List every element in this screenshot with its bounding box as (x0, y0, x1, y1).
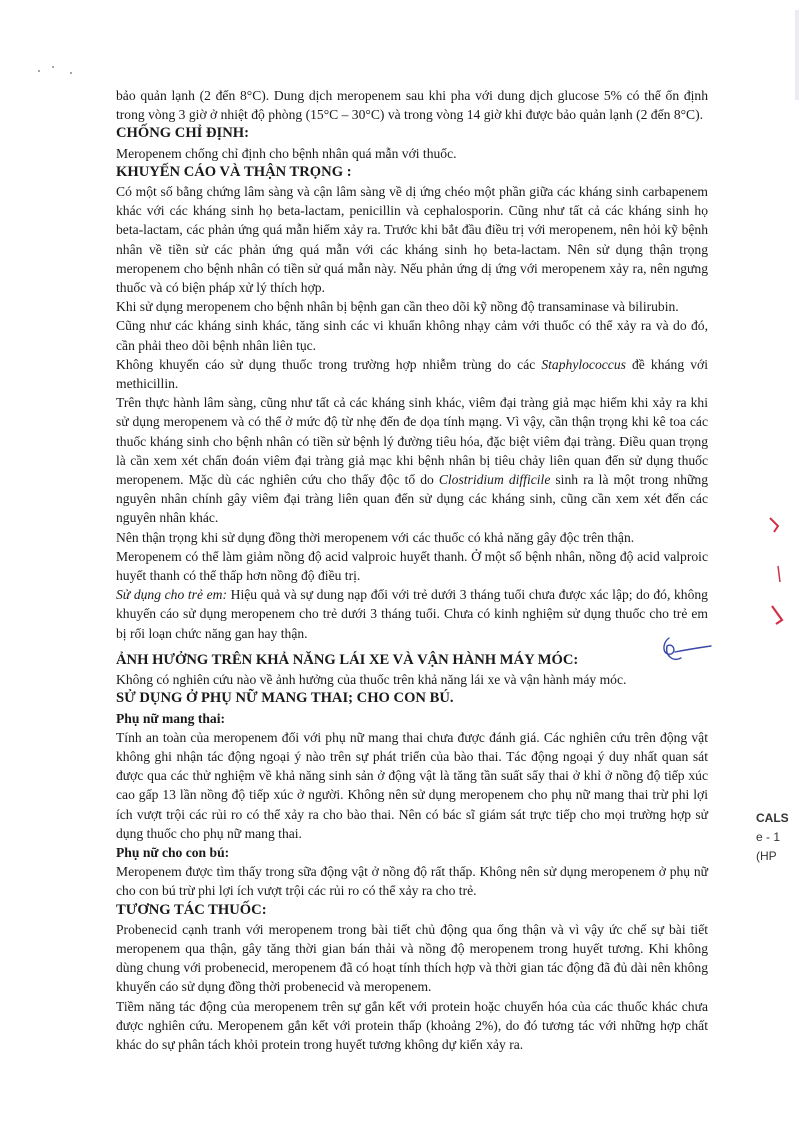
warnings-paragraph-2: Khi sử dụng meropenem cho bệnh nhân bị bệnh gan cần theo dõi kỹ nồng độ transaminase và bilirubin. (116, 299, 679, 315)
driving-heading: ẢNH HƯỞNG TRÊN KHẢ NĂNG LÁI XE VÀ VẬN HÀNH MÁY MÓC: (116, 651, 579, 668)
interactions-paragraph-2: Tiềm năng tác động của meropenem trên sự gắn kết với protein hoặc chuyển hóa của các thuốc khác chưa được nghiên cứu. Meropenem gắn kết với protein thấp (khoảng 2%), do đó tương tác với những hợp chất khác do sự phân tách khỏi protein trong huyết tương không dự kiến xảy ra. (116, 998, 708, 1052)
warnings-paragraph-7: Meropenem có thể làm giảm nồng độ acid valproic huyết thanh. Ở một số bệnh nhân, nồng độ acid valproic huyết thanh có thể thấp hơn nồng độ điều trị. (116, 548, 708, 584)
scan-edge-stripe (795, 10, 799, 100)
warnings-paragraph-6: Nên thận trọng khi sử dụng đồng thời meropenem với các thuốc có khả năng gây độc trên thận. (116, 529, 635, 545)
nursing-text: Meropenem được tìm thấy trong sữa động vật ở nồng độ rất thấp. Không nên sử dụng meropenem ở phụ nữ cho con bú trừ phi lợi ích vượt trội các rủi ro có thể xảy ra cho trẻ. (116, 864, 708, 899)
warnings-paragraph-8: Sử dụng cho trẻ em: Hiệu quả và sự dung nạp đối với trẻ dưới 3 tháng tuổi chưa được xác lập; do đó, không khuyến cáo sử dụng meropenem cho trẻ dưới 3 tháng tuổi. Chưa có kinh nghiệm sử dụng thuốc cho trẻ em bị rối loạn chức năng gan hay thận. (116, 587, 708, 641)
interactions-paragraph-1: Probenecid cạnh tranh với meropenem trong bài tiết chủ động qua ống thận và vì vậy ức chế sự bài tiết meropenem qua thận, gây tăng thời gian bán thải và nồng độ meropenem trong huyết tương. Khi không dùng chung với probenecid, meropenem đã có hoạt tính thích hợp và thời gian tác động đã đủ dài nên không khuyến cáo sử dụng đồng thời probenecid và meropenem. (116, 921, 708, 995)
warnings-heading: KHUYẾN CÁO VÀ THẬN TRỌNG : (116, 163, 352, 180)
margin-fragment-3: (HP (756, 849, 777, 863)
pregnant-subheading: Phụ nữ mang thai: (116, 710, 226, 726)
warnings-paragraph-1: Có một số bằng chứng lâm sàng và cận lâm sàng về dị ứng chéo một phần giữa các kháng sinh carbapenem khác với các kháng sinh họ beta-lactam, penicillin và cephalosporin. Cũng như tất cả các kháng sinh họ beta-lactam, các phản ứng quá mẫn hiếm xảy ra. Trước khi bắt đầu điều trị với meropenem, nên hỏi kỹ bệnh nhân về tiền sử các phản ứng quá mẫn với các kháng sinh họ beta-lactam. Nên sử dụng thận trọng meropenem cho bệnh nhân có tiền sử quá mẫn này. Nếu phản ứng dị ứng với meropenem xảy ra, nên ngưng thuốc và có biện pháp xử lý thích hợp. (116, 184, 708, 296)
contraindication-text: Meropenem chống chỉ định cho bệnh nhân quá mẫn với thuốc. (116, 145, 457, 161)
pregnancy-heading: SỬ DỤNG Ở PHỤ NỮ MANG THAI; CHO CON BÚ. (116, 690, 454, 707)
handwritten-signature (655, 634, 715, 668)
nursing-subheading: Phụ nữ cho con bú: (116, 844, 230, 860)
contraindication-heading: CHỐNG CHỈ ĐỊNH: (116, 125, 249, 142)
red-stamp-fragment (764, 512, 794, 632)
document-body (116, 86, 708, 1054)
margin-fragment-2: e - 1 (756, 830, 781, 844)
warnings-paragraph-4: Không khuyến cáo sử dụng thuốc trong trường hợp nhiễm trùng do các Staphylococcus đề kháng với methicillin. (116, 356, 708, 392)
margin-fragment-1: CALS (756, 811, 789, 825)
interactions-heading: TƯƠNG TÁC THUỐC: (116, 901, 267, 918)
pregnant-text: Tính an toàn của meropenem đối với phụ nữ mang thai chưa được đánh giá. Các nghiên cứu trên động vật không ghi nhận tác động ngoại ý nào trên sự phát triển của bào thai. Tác động ngoại ý duy nhất quan sát được qua các thử nghiệm về khả năng sinh sản ở động vật là tăng tần suất sẩy thai ở khỉ ở nồng độ tiếp xúc cao gấp 13 lần nồng độ tiếp xúc ở người. Không nên sử dụng meropenem cho phụ nữ mang thai trừ phi lợi ích vượt trội các rủi ro có thể xảy ra cho bào thai. Nên có bác sĩ giám sát trực tiếp cho mọi trường hợp sử dụng thuốc cho phụ nữ mang thai. (116, 729, 708, 841)
storage-paragraph: bảo quản lạnh (2 đến 8°C). Dung dịch meropenem sau khi pha với dung dịch glucose 5% có thể ổn định trong vòng 3 giờ ở nhiệt độ phòng (15°C – 30°C) và trong vòng 14 giờ khi được bảo quản lạnh (2 đến 8°C). (116, 88, 708, 123)
warnings-paragraph-5: Trên thực hành lâm sàng, cũng như tất cả các kháng sinh khác, viêm đại tràng giả mạc hiếm khi xảy ra khi sử dụng meropenem và có thể ở mức độ từ nhẹ đến đe dọa tính mạng. Vì vậy, cần thận trọng khi kê toa các thuốc kháng sinh cho bệnh nhân có tiền sử bệnh lý đường tiêu hóa, đặc biệt viêm đại tràng. Điều quan trọng là cần xem xét chẩn đoán viêm đại tràng giả mạc khi bệnh nhân bị tiêu chảy liên quan đến sử dụng thuốc meropenem. Mặc dù các nghiên cứu cho thấy độc tố do Clostridium difficile sinh ra là một trong những nguyên nhân chính gây viêm đại tràng liên quan đến sử dụng các kháng sinh, cũng cần xem xét đến các nguyên nhân khác. (116, 395, 708, 526)
driving-text: Không có nghiên cứu nào về ảnh hưởng của thuốc trên khả năng lái xe và vận hành máy móc. (116, 672, 627, 688)
scan-specks (36, 64, 76, 76)
warnings-paragraph-3: Cũng như các kháng sinh khác, tăng sinh các vi khuẩn không nhạy cảm với thuốc có thể xảy ra và do đó, cần phải theo dõi bệnh nhân liên tục. (116, 318, 708, 353)
